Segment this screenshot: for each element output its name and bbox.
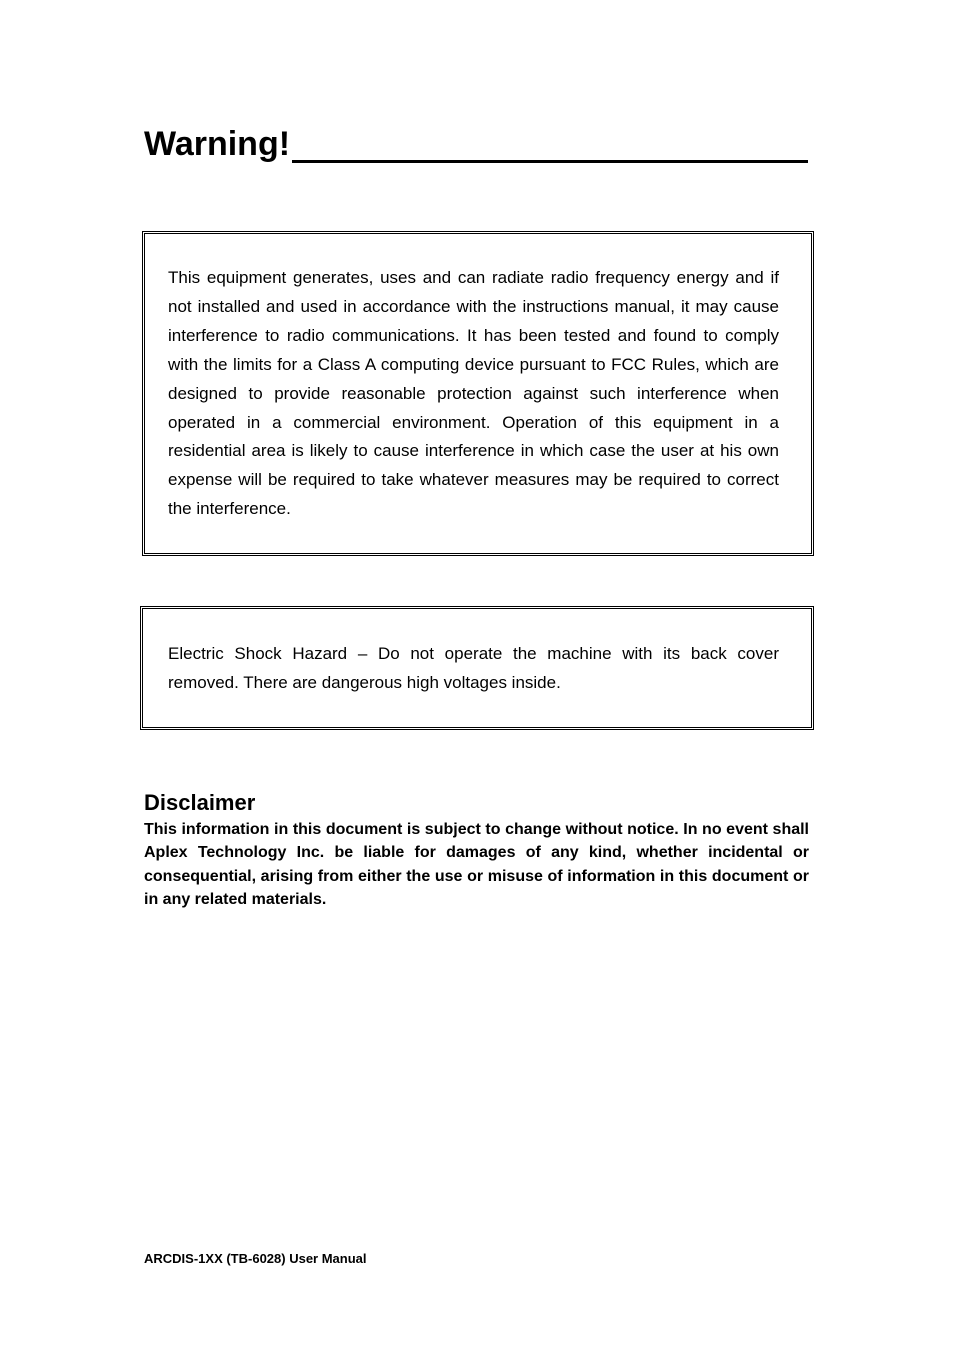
shock-hazard-box (140, 606, 814, 730)
title-underline (292, 160, 808, 163)
disclaimer-heading: Disclaimer (144, 790, 256, 815)
fcc-notice-box (142, 231, 814, 556)
page-footer: ARCDIS-1XX (TB-6028) User Manual (144, 1251, 367, 1266)
disclaimer-text: This information in this document is subject to change without notice. In no event shall Aplex Technology Inc. be liable for damages of any kind, whether incidental or consequential, arising from either the use or misuse of information in this document or in any related materials. (144, 821, 809, 908)
shock-hazard-text: Electric Shock Hazard – Do not operate the machine with its back cover removed. There are dangerous high voltages inside. (168, 644, 779, 692)
fcc-notice-text: This equipment generates, uses and can radiate radio frequency energy and if not installed and used in accordance with the instructions manual, it may cause interference to radio communications. It has been tested and found to comply with the limits for a Class A computing device pursuant to FCC Rules, which are designed to provide reasonable protection against such interference when operated in a commercial environment. Operation of this equipment in a residential area is likely to cause interference in which case the user at his own expense will be required to take whatever measures may be required to correct the interference. (168, 268, 779, 519)
page-title: Warning! (144, 125, 291, 163)
